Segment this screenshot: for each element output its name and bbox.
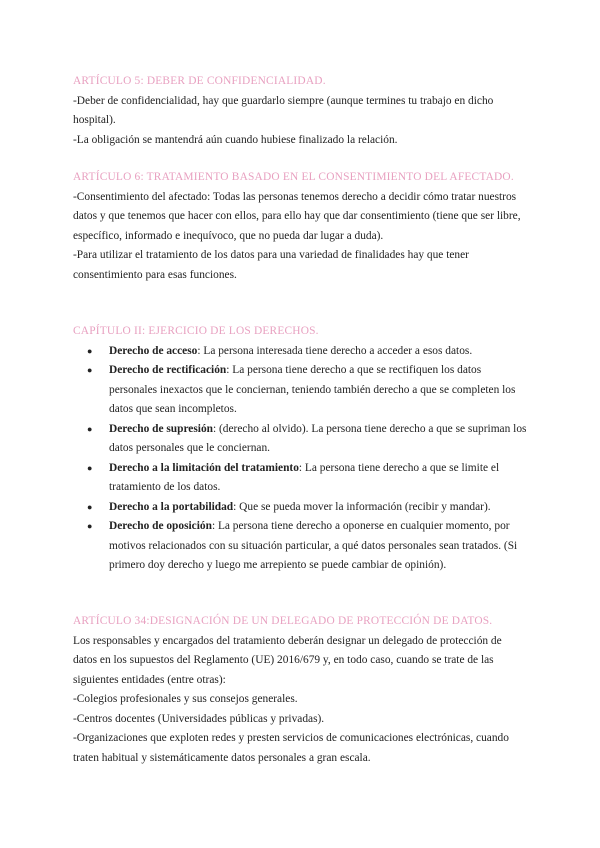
right-text: : Que se pueda mover la información (recibir y mandar).	[233, 500, 491, 513]
article-34-line: -Colegios profesionales y sus consejos generales.	[73, 693, 298, 705]
right-term: Derecho de oposición	[109, 520, 212, 532]
bullet-icon: ●	[87, 521, 93, 531]
bullet-icon: ●	[87, 345, 93, 356]
right-text: : (derecho al olvido). La persona tiene derecho a que se supriman los datos personales que le conciernan.	[109, 422, 527, 454]
right-text: : La persona interesada tiene derecho a acceder a esos datos.	[197, 344, 473, 357]
right-term: Derecho de rectificación	[109, 364, 227, 376]
bullet-icon: ●	[87, 501, 93, 512]
list-item	[73, 420, 528, 459]
right-term: Derecho de supresión	[109, 422, 213, 435]
article-5-section	[73, 72, 528, 150]
list-item	[73, 498, 528, 518]
article-34-title: ARTÍCULO 34:DESIGNACIÓN DE UN DELEGADO DE PROTECCIÓN DE DATOS.	[73, 615, 493, 627]
right-term: Derecho de acceso	[109, 344, 198, 357]
list-item	[73, 342, 528, 362]
article-34-line: -Centros docentes (Universidades públicas y privadas).	[73, 712, 325, 725]
article-5-line: -Deber de confidencialidad, hay que guardarlo siempre (aunque termines tu trabajo en dicho hospital).	[73, 94, 494, 126]
list-item	[73, 459, 528, 498]
article-34-line: -Organizaciones que exploten redes y presten servicios de comunicaciones electrónicas, cuando traten habitual y sistemáticamente datos personales a gran escala.	[73, 732, 509, 764]
article-5-line: -La obligación se mantendrá aún cuando hubiese finalizado la relación.	[73, 133, 398, 146]
right-text: : La persona tiene derecho a oponerse en cualquier momento, por motivos relacionados con su situación particular, a qué datos personales sean tratados. (Si primero doy derecho y luego me arrepiento se puede cambiar de opinión).	[109, 520, 518, 571]
chapter-2-section	[73, 322, 528, 576]
bullet-icon: ●	[87, 423, 93, 434]
article-34-line: Los responsables y encargados del tratamiento deberán designar un delegado de protección de datos en los supuestos del Reglamento (UE) 2016/679 y, en todo caso, cuando se trate de las siguientes entidades (entre otras):	[73, 634, 502, 686]
article-5-title: ARTÍCULO 5: DEBER DE CONFIDENCIALIDAD.	[73, 75, 326, 87]
chapter-2-title: CAPÍTULO II: EJERCICIO DE LOS DERECHOS.	[73, 325, 319, 337]
right-text: : La persona tiene derecho a que se rectifiquen los datos personales inexactos que le conciernan, teniendo también derecho a que se completen los datos que sean incompletos.	[109, 364, 516, 415]
article-34-section	[73, 612, 528, 768]
rights-list	[73, 342, 528, 576]
article-6-title: ARTÍCULO 6: TRATAMIENTO BASADO EN EL CONSENTIMIENTO DEL AFECTADO.	[73, 171, 514, 183]
list-item	[73, 517, 528, 576]
right-term: Derecho a la limitación del tratamiento	[109, 461, 299, 474]
bullet-icon: ●	[87, 365, 93, 375]
bullet-icon: ●	[87, 462, 93, 473]
right-term: Derecho a la portabilidad	[109, 500, 234, 513]
article-6-section	[73, 168, 528, 285]
right-text: : La persona tiene derecho a que se limite el tratamiento de los datos.	[109, 461, 500, 493]
list-item	[73, 361, 528, 420]
article-6-line: -Para utilizar el tratamiento de los datos para una variedad de finalidades hay que tener consentimiento para esas funciones.	[73, 249, 469, 281]
article-6-line: -Consentimiento del afectado: Todas las personas tenemos derecho a decidir cómo tratar nuestros datos y que tenemos que hacer con ellos, para ello hay que dar consentimiento (tiene que ser libre, específico, informado e inequívoco, que no pueda dar lugar a duda).	[73, 190, 521, 242]
